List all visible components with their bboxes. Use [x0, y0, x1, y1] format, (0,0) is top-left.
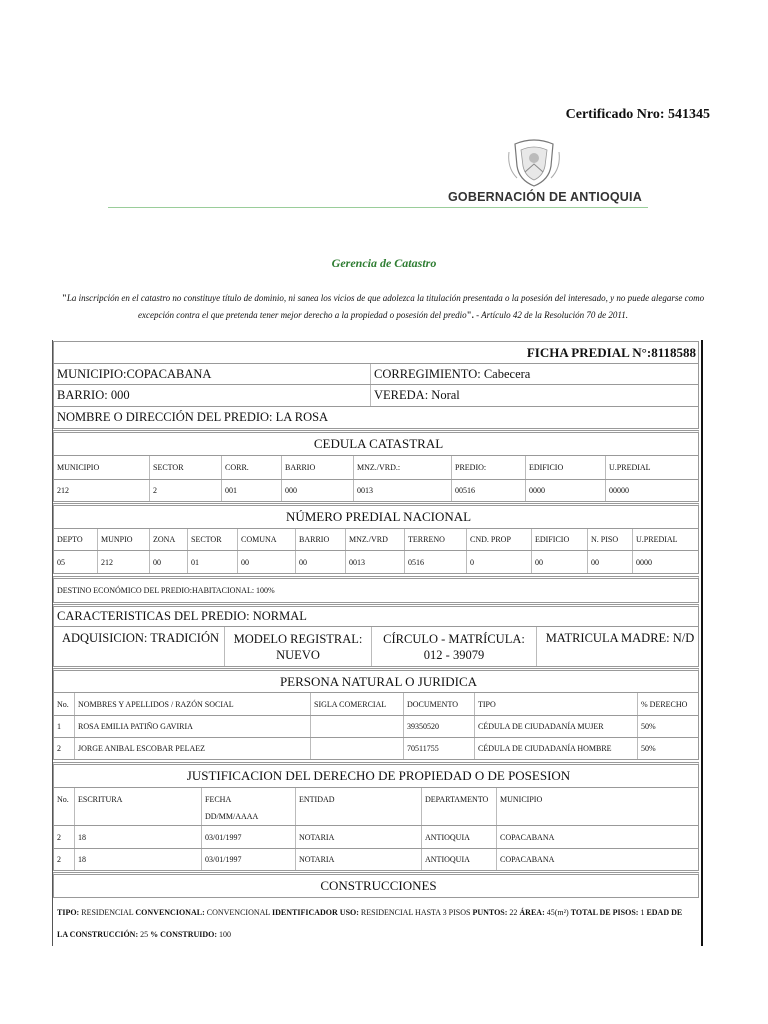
- persona-derecho: 50%: [637, 716, 700, 737]
- just-header-fecha-label: FECHA: [205, 795, 232, 804]
- municipio-field: MUNICIPIO:COPACABANA: [57, 366, 212, 381]
- npn-value-barrio: 00: [295, 551, 345, 573]
- persona-derecho: 50%: [637, 738, 700, 759]
- persona-nombre: JORGE ANIBAL ESCOBAR PELAEZ: [74, 738, 310, 759]
- persona-header-derecho: % DERECHO: [637, 693, 700, 715]
- justificacion-title-row: [53, 762, 699, 788]
- npn-value-munpio: 212: [97, 551, 149, 573]
- npn-header-zona: ZONA: [149, 529, 187, 550]
- just-header-fecha-format: DD/MM/AAAA: [205, 812, 259, 821]
- barrio-field: BARRIO: 000: [57, 388, 130, 402]
- nombre-predio-field: NOMBRE O DIRECCIÓN DEL PREDIO: LA ROSA: [57, 410, 329, 424]
- cedula-header-edificio: EDIFICIO: [525, 456, 605, 479]
- persona-tipo: CÉDULA DE CIUDADANÍA MUJER: [474, 716, 637, 737]
- npn-header-mnz: MNZ./VRD: [345, 529, 404, 550]
- just-fecha: 03/01/1997: [201, 849, 295, 870]
- gobernacion-logo-text: GOBERNACIÓN DE ANTIOQUIA: [448, 190, 642, 204]
- npn-header-depto: DEPTO: [57, 535, 83, 544]
- construcciones-title-row: [53, 872, 699, 898]
- cedula-value-mnz: 0013: [353, 480, 451, 501]
- just-entidad: NOTARIA: [295, 849, 421, 870]
- cedula-header-municipio: MUNICIPIO: [57, 463, 100, 472]
- persona-sigla: [310, 716, 403, 737]
- destino-row: [53, 576, 699, 603]
- just-departamento: ANTIOQUIA: [421, 826, 496, 848]
- just-header-fecha: [201, 788, 295, 825]
- cedula-value-edificio: 0000: [525, 480, 605, 501]
- table-row: [53, 738, 699, 760]
- cedula-value-barrio: 000: [281, 480, 353, 501]
- persona-header-nombres: NOMBRES Y APELLIDOS / RAZÓN SOCIAL: [74, 693, 310, 715]
- just-header-no: No.: [57, 795, 69, 804]
- persona-title-row: [53, 668, 699, 693]
- numero-predial-header-row: [53, 529, 699, 551]
- persona-sigla: [310, 738, 403, 759]
- persona-no: 1: [57, 722, 61, 731]
- nombre-predio-row: [53, 407, 699, 429]
- persona-no: 2: [57, 744, 61, 753]
- construcciones-title: CONSTRUCCIONES: [320, 878, 437, 893]
- npn-value-edificio: 00: [531, 551, 587, 573]
- cedula-value-corr: 001: [221, 480, 281, 501]
- npn-value-terreno: 0516: [404, 551, 466, 573]
- modelo-registral-field: MODELO REGISTRAL: NUEVO: [224, 627, 371, 666]
- persona-header-no: No.: [57, 699, 69, 709]
- cedula-value-municipio: 212: [57, 486, 69, 495]
- npn-header-upredial: U.PREDIAL: [632, 529, 700, 550]
- ficha-predial-number: FICHA PREDIAL N°:8118588: [526, 345, 696, 360]
- persona-tipo: CÉDULA DE CIUDADANÍA HOMBRE: [474, 738, 637, 759]
- destino-economico: DESTINO ECONÓMICO DEL PREDIO:HABITACIONAL: 100%: [57, 586, 275, 595]
- npn-header-terreno: TERRENO: [404, 529, 466, 550]
- just-no: 2: [57, 855, 61, 864]
- just-header-escritura: ESCRITURA: [74, 788, 201, 825]
- just-entidad: NOTARIA: [295, 826, 421, 848]
- cedula-value-row: [53, 480, 699, 502]
- just-header-entidad: ENTIDAD: [295, 788, 421, 825]
- cedula-value-predio: 00516: [451, 480, 525, 501]
- caracteristicas-predio: CARACTERISTICAS DEL PREDIO: NORMAL: [57, 609, 307, 623]
- matricula-madre-field: MATRICULA MADRE: N/D: [536, 627, 700, 666]
- npn-header-edificio: EDIFICIO: [531, 529, 587, 550]
- construcciones-details: TIPO: RESIDENCIAL CONVENCIONAL: CONVENCIONAL IDENTIFICADOR USO: RESIDENCIAL HASTA 3 PISOS PUNTOS: 22 ÁREA: 45(m²) TOTAL DE PISOS: 1 EDAD DE LA CONSTRUCCIÓN: 25 % CONSTRUIDO: 100: [57, 908, 683, 939]
- just-municipio: COPACABANA: [496, 849, 700, 870]
- persona-nombre: ROSA EMILIA PATIÑO GAVIRIA: [74, 716, 310, 737]
- just-municipio: COPACABANA: [496, 826, 700, 848]
- persona-header-sigla: SIGLA COMERCIAL: [310, 693, 403, 715]
- certificate-number: Certificado Nro: 541345: [565, 107, 710, 122]
- department-title: Gerencia de Catastro: [331, 256, 437, 270]
- cedula-header-mnz: MNZ./VRD.:: [353, 456, 451, 479]
- npn-value-cnd-prop: 0: [466, 551, 531, 573]
- justificacion-header-row: [53, 788, 699, 826]
- table-row: [53, 826, 699, 849]
- cedula-title-row: [53, 430, 699, 456]
- numero-predial-title: NÚMERO PREDIAL NACIONAL: [285, 509, 472, 524]
- just-escritura: 18: [74, 826, 201, 848]
- antioquia-coat-of-arms-icon: [505, 138, 563, 190]
- npn-header-barrio: BARRIO: [295, 529, 345, 550]
- circulo-matricula-field: CÍRCULO - MATRÍCULA: 012 - 39079: [371, 627, 536, 666]
- npn-value-depto: 05: [57, 557, 65, 567]
- npn-header-cnd-prop: CND. PROP: [466, 529, 531, 550]
- npn-value-comuna: 00: [237, 551, 295, 573]
- barrio-row: [53, 385, 699, 407]
- cedula-value-sector: 2: [149, 480, 221, 501]
- just-no: 2: [57, 832, 61, 842]
- npn-value-zona: 00: [149, 551, 187, 573]
- table-row: [53, 716, 699, 738]
- persona-header-row: [53, 693, 699, 716]
- table-row: [53, 849, 699, 871]
- just-header-departamento: DEPARTAMENTO: [421, 788, 496, 825]
- npn-header-munpio: MUNPIO: [97, 529, 149, 550]
- cedula-value-upredial: 00000: [605, 480, 700, 501]
- persona-documento: 70511755: [403, 738, 474, 759]
- header-divider: [108, 207, 648, 208]
- numero-predial-title-row: [53, 503, 699, 529]
- npn-value-n-piso: 00: [587, 551, 632, 573]
- caracteristicas-row: [53, 604, 699, 627]
- cedula-header-sector: SECTOR: [149, 456, 221, 479]
- cedula-header-barrio: BARRIO: [281, 456, 353, 479]
- npn-value-sector: 01: [187, 551, 237, 573]
- corregimiento-field: CORREGIMIENTO: Cabecera: [370, 364, 700, 384]
- legal-notice: "La inscripción en el catastro no constituye título de dominio, ni sanea los vicios de que adolezca la titulación presentada o la posesión del interesado, y no puede alegarse como excepción contra el que pretenda tener mejor derecho a la propiedad o posesión del predio". - Artículo 42 de la Resolución 70 de 2011.: [61, 293, 705, 320]
- ficha-row: [53, 341, 699, 363]
- adquisicion-field: ADQUISICION: TRADICIÓN: [61, 631, 220, 645]
- municipio-row: [53, 363, 699, 385]
- just-header-municipio: MUNICIPIO: [496, 788, 700, 825]
- vereda-field: VEREDA: Noral: [370, 385, 700, 406]
- adquisicion-row: [53, 627, 699, 667]
- justificacion-title: JUSTIFICACION DEL DERECHO DE PROPIEDAD O DE POSESION: [186, 768, 571, 783]
- npn-header-comuna: COMUNA: [237, 529, 295, 550]
- persona-header-documento: DOCUMENTO: [403, 693, 474, 715]
- npn-header-sector: SECTOR: [187, 529, 237, 550]
- persona-header-tipo: TIPO: [474, 693, 637, 715]
- cedula-title: CEDULA CATASTRAL: [313, 436, 444, 451]
- cedula-header-predio: PREDIO:: [451, 456, 525, 479]
- just-fecha: 03/01/1997: [201, 826, 295, 848]
- just-escritura: 18: [74, 849, 201, 870]
- numero-predial-value-row: [53, 551, 699, 574]
- persona-title: PERSONA NATURAL O JURIDICA: [279, 673, 478, 689]
- cedula-header-corr: CORR.: [221, 456, 281, 479]
- npn-value-upredial: 0000: [632, 551, 700, 573]
- cedula-header-upredial: U.PREDIAL: [605, 456, 700, 479]
- npn-value-mnz: 0013: [345, 551, 404, 573]
- persona-documento: 39350520: [403, 716, 474, 737]
- just-departamento: ANTIOQUIA: [421, 849, 496, 870]
- cedula-header-row: [53, 456, 699, 480]
- npn-header-n-piso: N. PISO: [587, 529, 632, 550]
